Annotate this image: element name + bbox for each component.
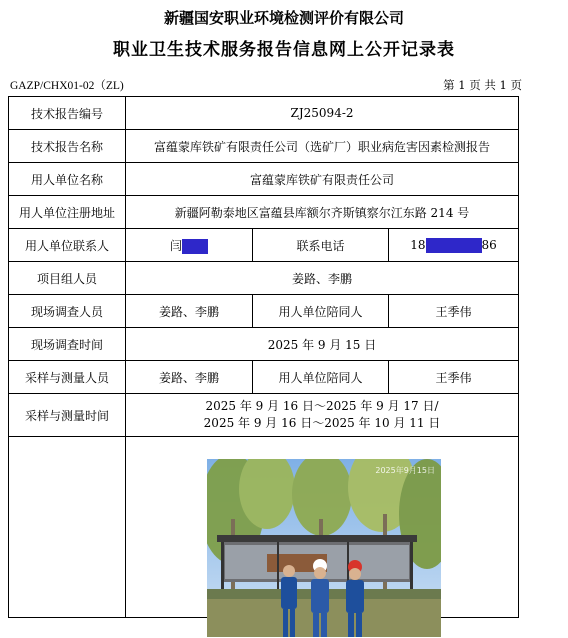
- row-report-name: [9, 130, 519, 163]
- redaction-mark: [426, 238, 482, 253]
- label-contact: 用人单位联系人: [9, 229, 126, 262]
- site-photo: [207, 459, 441, 637]
- label-employer-name: 用人单位名称: [9, 163, 126, 196]
- row-report-no: [9, 97, 519, 130]
- value-report-name: 富蕴蒙库铁矿有限责任公司（选矿厂）职业病危害因素检测报告: [126, 130, 519, 163]
- contact-name-visible: 闫: [169, 238, 182, 253]
- site-photo-illustration: [207, 459, 441, 637]
- label-sampling-staff: 采样与测量人员: [9, 361, 126, 394]
- label-sampling-time: 采样与测量时间: [9, 394, 126, 437]
- document-code: GAZP/CHX01-02（ZL): [10, 80, 124, 92]
- label-phone: 联系电话: [253, 229, 389, 262]
- label-report-name: 技术报告名称: [9, 130, 126, 163]
- row-site-survey: [9, 295, 519, 328]
- photo-label-cell: [9, 437, 126, 618]
- row-sampling-staff: [9, 361, 519, 394]
- label-survey-companion: 用人单位陪同人: [253, 295, 389, 328]
- value-survey-time: 2025 年 9 月 15 日: [126, 328, 519, 361]
- value-employer-name: 富蕴蒙库铁矿有限责任公司: [126, 163, 519, 196]
- sampling-time-line2: 2025 年 9 月 16 日～2025 年 10 月 11 日: [203, 416, 441, 430]
- value-report-no: ZJ25094-2: [126, 97, 519, 130]
- company-name: 新疆国安职业环境检测评价有限公司: [163, 9, 404, 27]
- phone-suffix: 86: [481, 237, 497, 252]
- sampling-time-line1: 2025 年 9 月 16 日～2025 年 9 月 17 日/: [205, 399, 439, 413]
- value-project-members: 姜路、李鹏: [126, 262, 519, 295]
- phone-prefix: 18: [410, 237, 426, 252]
- value-survey-companion: 王季伟: [389, 295, 519, 328]
- row-sampling-time: [9, 394, 519, 437]
- value-site-survey: 姜路、李鹏: [126, 295, 253, 328]
- row-employer-name: [9, 163, 519, 196]
- redaction-mark: [182, 239, 208, 254]
- photo-timestamp: 2025年9月15日: [375, 466, 435, 475]
- label-sampling-companion: 用人单位陪同人: [253, 361, 389, 394]
- row-project-members: [9, 262, 519, 295]
- row-contact: [9, 229, 519, 262]
- value-sampling-time: [126, 394, 519, 437]
- value-sampling-staff: 姜路、李鹏: [126, 361, 253, 394]
- document-title: 职业卫生技术服务报告信息网上公开记录表: [113, 40, 455, 60]
- page-info: 第 1 页 共 1 页: [443, 78, 522, 92]
- row-survey-time: [9, 328, 519, 361]
- label-survey-time: 现场调查时间: [9, 328, 126, 361]
- label-site-survey: 现场调查人员: [9, 295, 126, 328]
- value-contact-name: [126, 229, 253, 262]
- label-project-members: 项目组人员: [9, 262, 126, 295]
- value-phone: [389, 229, 519, 262]
- label-report-no: 技术报告编号: [9, 97, 126, 130]
- value-sampling-companion: 王季伟: [389, 361, 519, 394]
- value-employer-address: 新疆阿勒泰地区富蕴县库额尔齐斯镇察尔江东路 214 号: [126, 196, 519, 229]
- label-employer-address: 用人单位注册地址: [9, 196, 126, 229]
- row-employer-address: [9, 196, 519, 229]
